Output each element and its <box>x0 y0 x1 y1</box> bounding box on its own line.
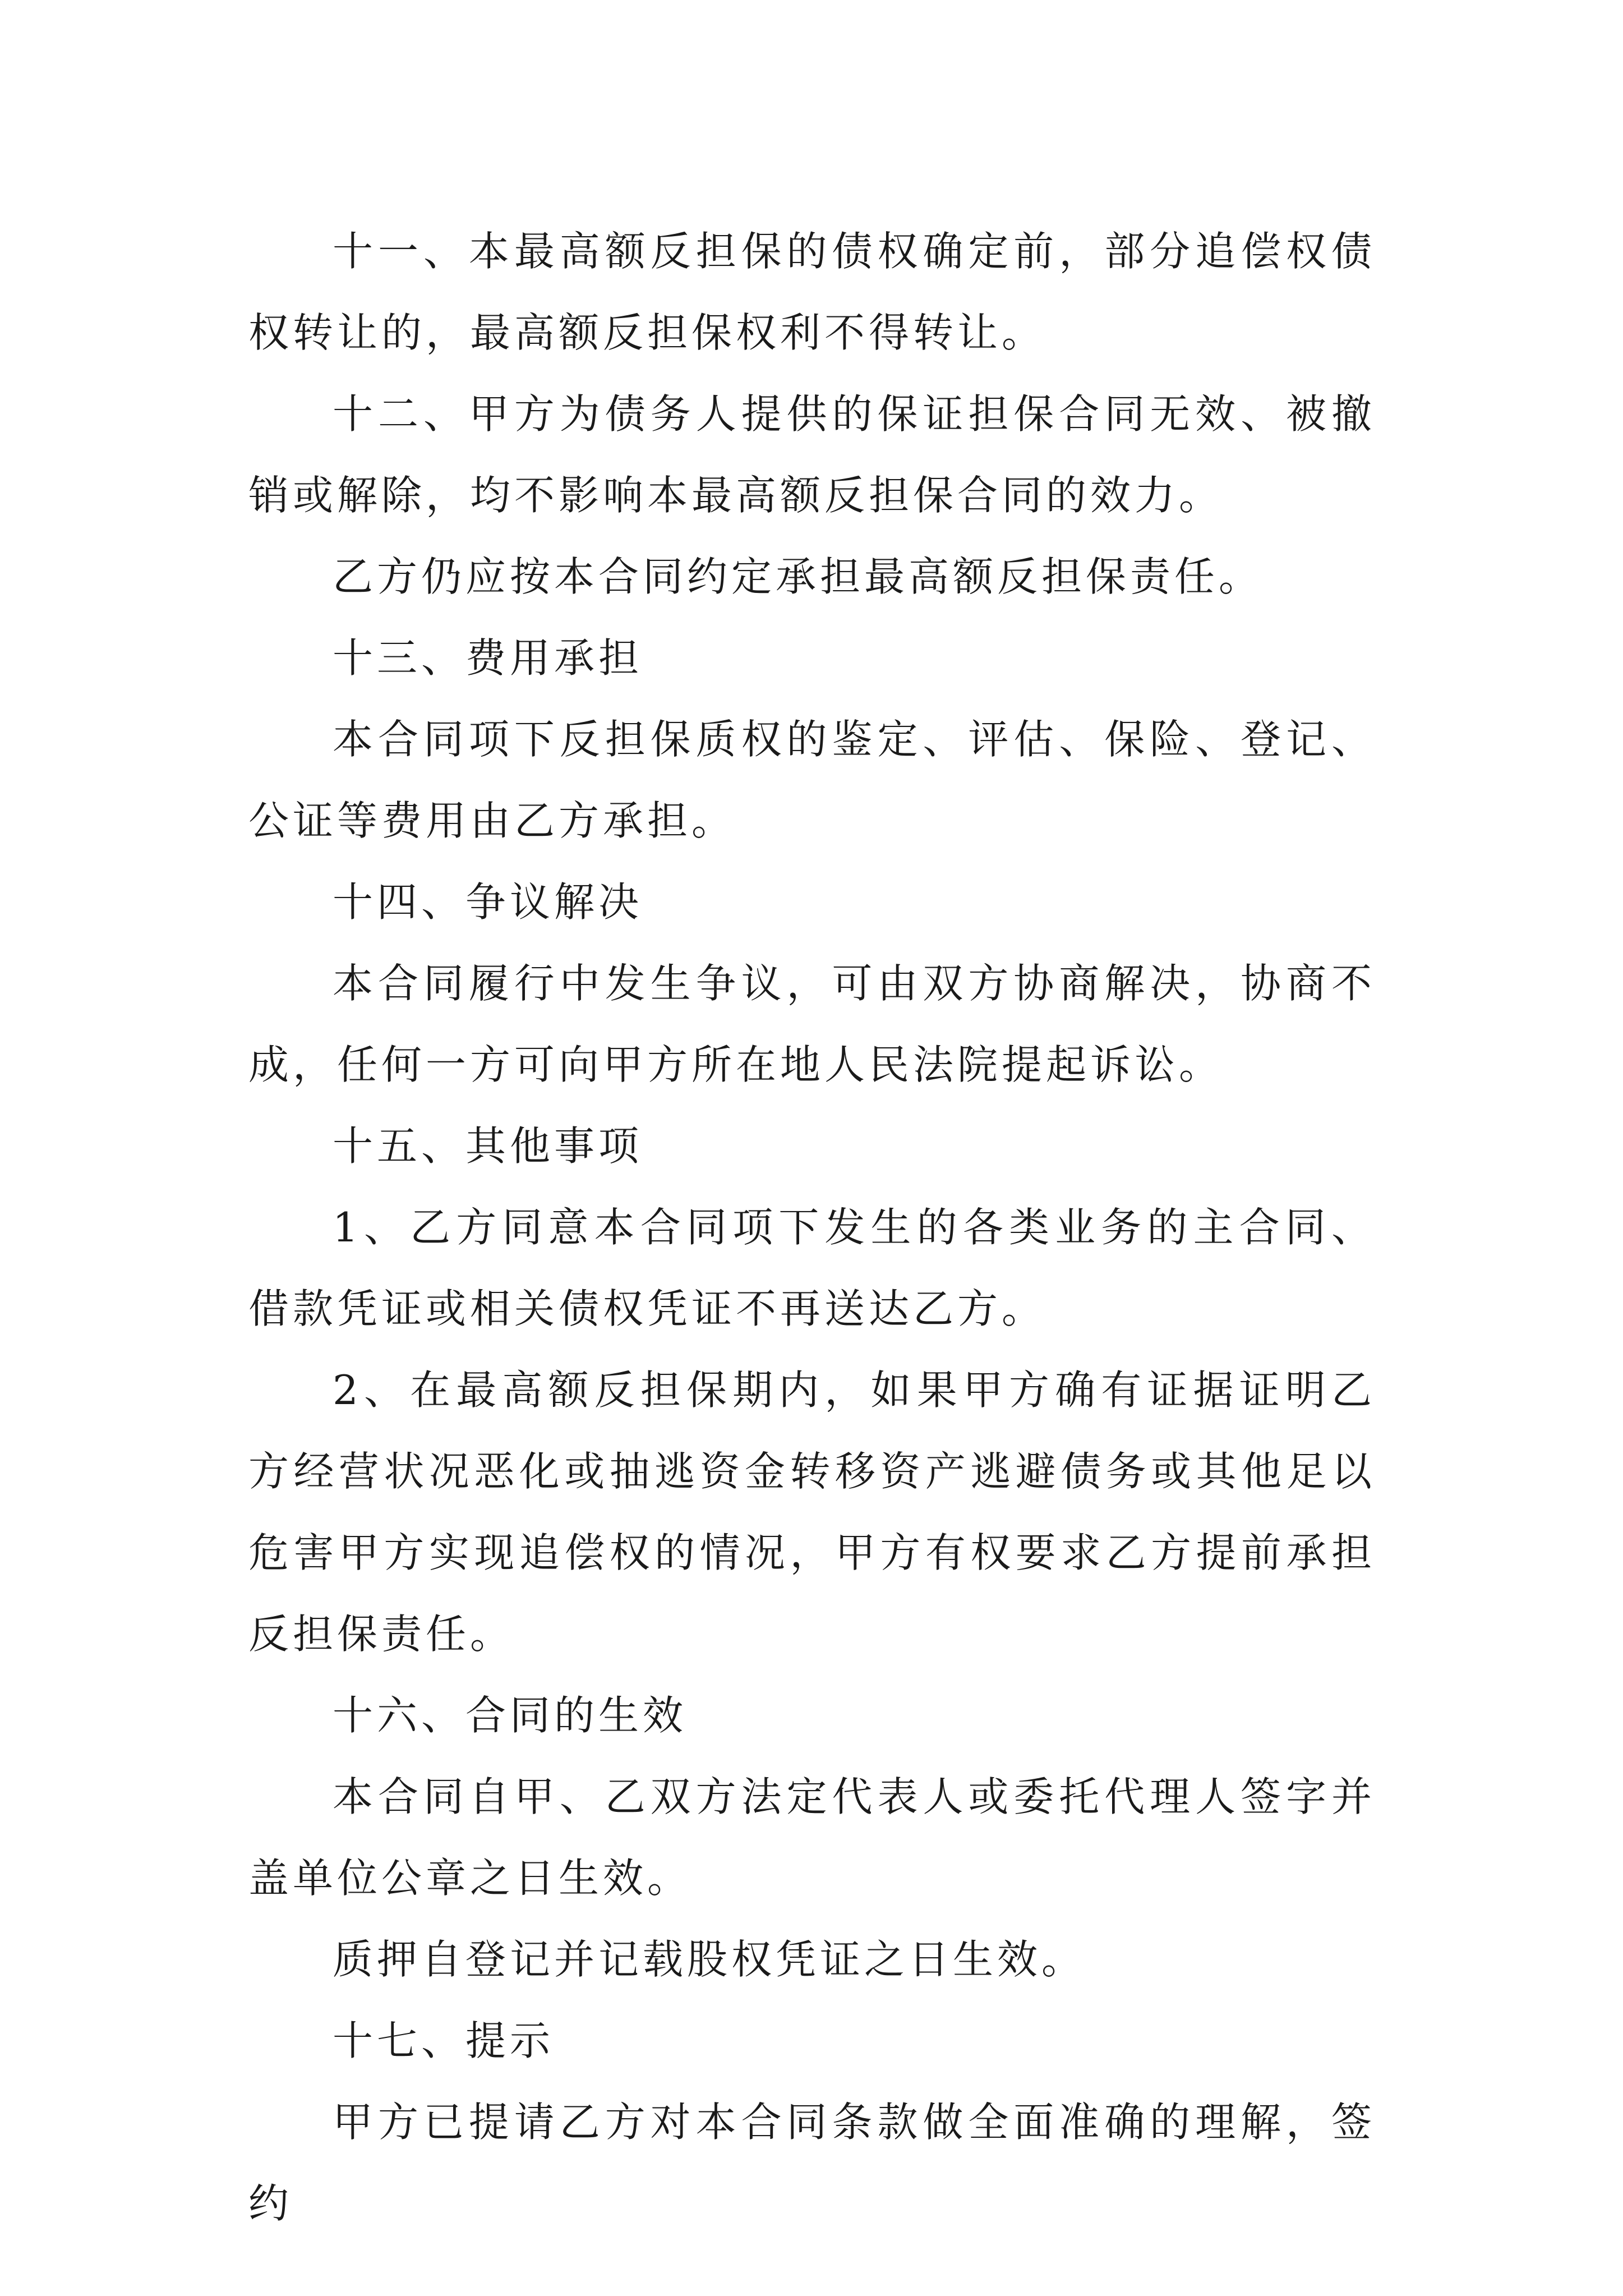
heading-clause-13: 十三、费用承担 <box>333 634 643 682</box>
paragraph-clause-16-continued: 质押自登记并记载股权凭证之日生效。 <box>333 1936 1086 1983</box>
heading-clause-16: 十六、合同的生效 <box>333 1692 688 1739</box>
paragraph-clause-14: 本合同履行中发生争议，可由双方协商解决，协商不成，任何一方可向甲方所在地人民法院提起诉讼。 <box>248 960 1376 1088</box>
paragraph-clause-11: 十一、本最高额反担保的债权确定前，部分追偿权债权转让的，最高额反担保权利不得转让。 <box>248 228 1376 356</box>
heading-clause-14: 十四、争议解决 <box>333 878 643 926</box>
paragraph-clause-12: 十二、甲方为债务人提供的保证担保合同无效、被撤销或解除，均不影响本最高额反担保合同的效力。 <box>248 390 1376 519</box>
paragraph-clause-13: 本合同项下反担保质权的鉴定、评估、保险、登记、公证等费用由乙方承担。 <box>248 716 1376 844</box>
paragraph-clause-17: 甲方已提请乙方对本合同条款做全面准确的理解，签约 <box>248 2099 1376 2227</box>
paragraph-clause-16: 本合同自甲、乙双方法定代表人或委托代理人签字并盖单位公章之日生效。 <box>248 1773 1376 1902</box>
heading-clause-15: 十五、其他事项 <box>333 1122 643 1170</box>
heading-clause-17: 十七、提示 <box>333 2017 555 2064</box>
paragraph-clause-12-continued: 乙方仍应按本合同约定承担最高额反担保责任。 <box>333 553 1264 600</box>
paragraph-clause-15-item-2: 2、在最高额反担保期内，如果甲方确有证据证明乙方经营状况恶化或抽逃资金转移资产逃避债务或其他足以危害甲方实现追偿权的情况，甲方有权要求乙方提前承担反担保责任。 <box>248 1366 1376 1658</box>
document-body <box>248 211 1376 2244</box>
paragraph-clause-15-item-1: 1、乙方同意本合同项下发生的各类业务的主合同、借款凭证或相关债权凭证不再送达乙方。 <box>248 1204 1376 1332</box>
